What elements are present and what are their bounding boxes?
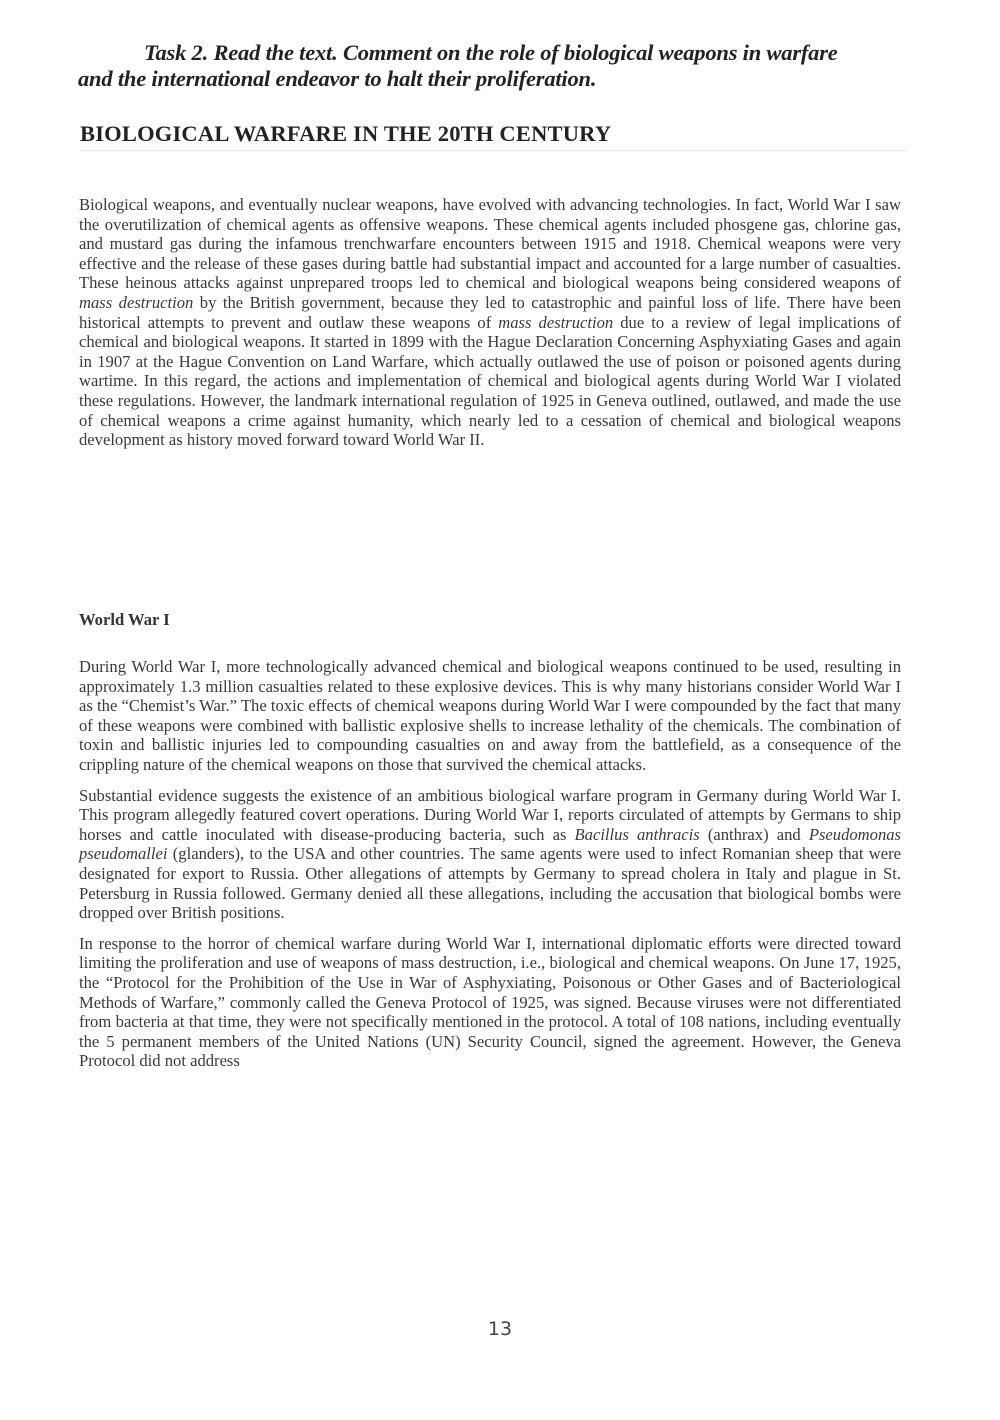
text-run: Biological weapons, and eventually nuclear weapons, have evolved with advancing technologies. In fact, World War I saw the overutilization of chemical agents as offensive weapons. These chemical agents included phosgene gas, chlorine gas, and mustard gas during the infamous trenchwarfare encounters between 1915 and 1918. Chemical weapons were very effective and the release of these gases during battle had substantial impact and accounted for a large number of casualties. These heinous attacks against unprepared troops led to chemical and biological weapons being considered weapons of	[79, 195, 901, 293]
text-run: During World War I, more technologically advanced chemical and biological weapons continued to be used, resulting in approximately 1.3 million casualties related to these explosive devices. This is why many historians consider World War I as the “Chemist’s War.” The toxic effects of chemical weapons during World War I were compounded by the fact that many of these weapons were combined with ballistic explosive shells to increase lethality of the chemicals. The combination of toxin and ballistic injuries led to compounding casualties on and away from the battlefield, as a consequence of the crippling nature of the chemical weapons on those that survived the chemical attacks.	[79, 657, 901, 774]
section-title: World War I	[79, 610, 170, 629]
italic-term: mass destruction	[498, 312, 614, 332]
text-run: (glanders), to the USA and other countries. The same agents were used to infect Romanian sheep that were designated for export to Russia. Other allegations of attempts by Germany to spread cholera in Italy and plague in St. Petersburg in Russia followed. Germany denied all these allegations, including the accusation that biological bombs were dropped over British positions.	[79, 844, 901, 923]
text-run: due to a review of legal implications of chemical and biological weapons. It started in 1899 with the Hague Declaration Concerning Asphyxiating Gases and again in 1907 at the Hague Convention on Land Warfare, which actually outlawed the use of poison or poisoned agents during wartime. In this regard, the actions and implementation of chemical and biological agents during World War I violated these regulations. However, the landmark international regulation of 1925 in Geneva outlined, outlawed, and made the use of chemical weapons a crime against humanity, which nearly led to a cessation of chemical and biological weapons development as history moved forward toward World War II.	[79, 312, 901, 450]
italic-term: mass destruction	[79, 292, 194, 312]
paragraph	[79, 657, 901, 775]
page-number: 13	[487, 1318, 513, 1340]
article-heading: BIOLOGICAL WARFARE IN THE 20TH CENTURY	[80, 121, 612, 146]
paragraph	[79, 934, 901, 1071]
text-run: Substantial evidence suggests the existence of an ambitious biological warfare program in Germany during World War I. This program allegedly featured covert operations. During World War I, reports circulated of attempts by Germans to ship horses and cattle inoculated with disease-producing bacteria, such as	[79, 785, 901, 844]
italic-term: Bacillus anthracis	[574, 824, 700, 844]
intro-body	[79, 195, 901, 461]
paragraph	[79, 195, 901, 450]
text-run: In response to the horror of chemical warfare during World War I, international diplomatic efforts were directed toward limiting the proliferation and use of weapons of mass destruction, i.e., biological and chemical weapons. On June 17, 1925, the “Protocol for the Prohibition of the Use in War of Asphyxiating, Poisonous or Other Gases and of Bacteriological Methods of Warfare,” commonly called the Geneva Protocol of 1925, was signed. Because viruses were not differentiated from bacteria at that time, they were not specifically mentioned in the protocol. A total of 108 nations, including eventually the 5 permanent members of the United Nations (UN) Security Council, signed the agreement. However, the Geneva Protocol did not address	[79, 933, 901, 1071]
task-line-1: Task 2. Read the text. Comment on the role of biological weapons in warfare	[144, 40, 838, 65]
task-line-2: and the international endeavor to halt their proliferation.	[78, 66, 597, 91]
section-body	[79, 657, 901, 1082]
task-instruction	[78, 40, 908, 92]
text-run: (anthrax) and	[699, 824, 809, 844]
paragraph	[79, 786, 901, 923]
text-run: by the British government, because they led to catastrophic and painful loss of life. There have been historical attempts to prevent and outlaw these weapons of	[79, 292, 901, 332]
heading-divider	[80, 150, 906, 151]
italic-term: Pseudomonas pseudomallei	[79, 824, 901, 864]
